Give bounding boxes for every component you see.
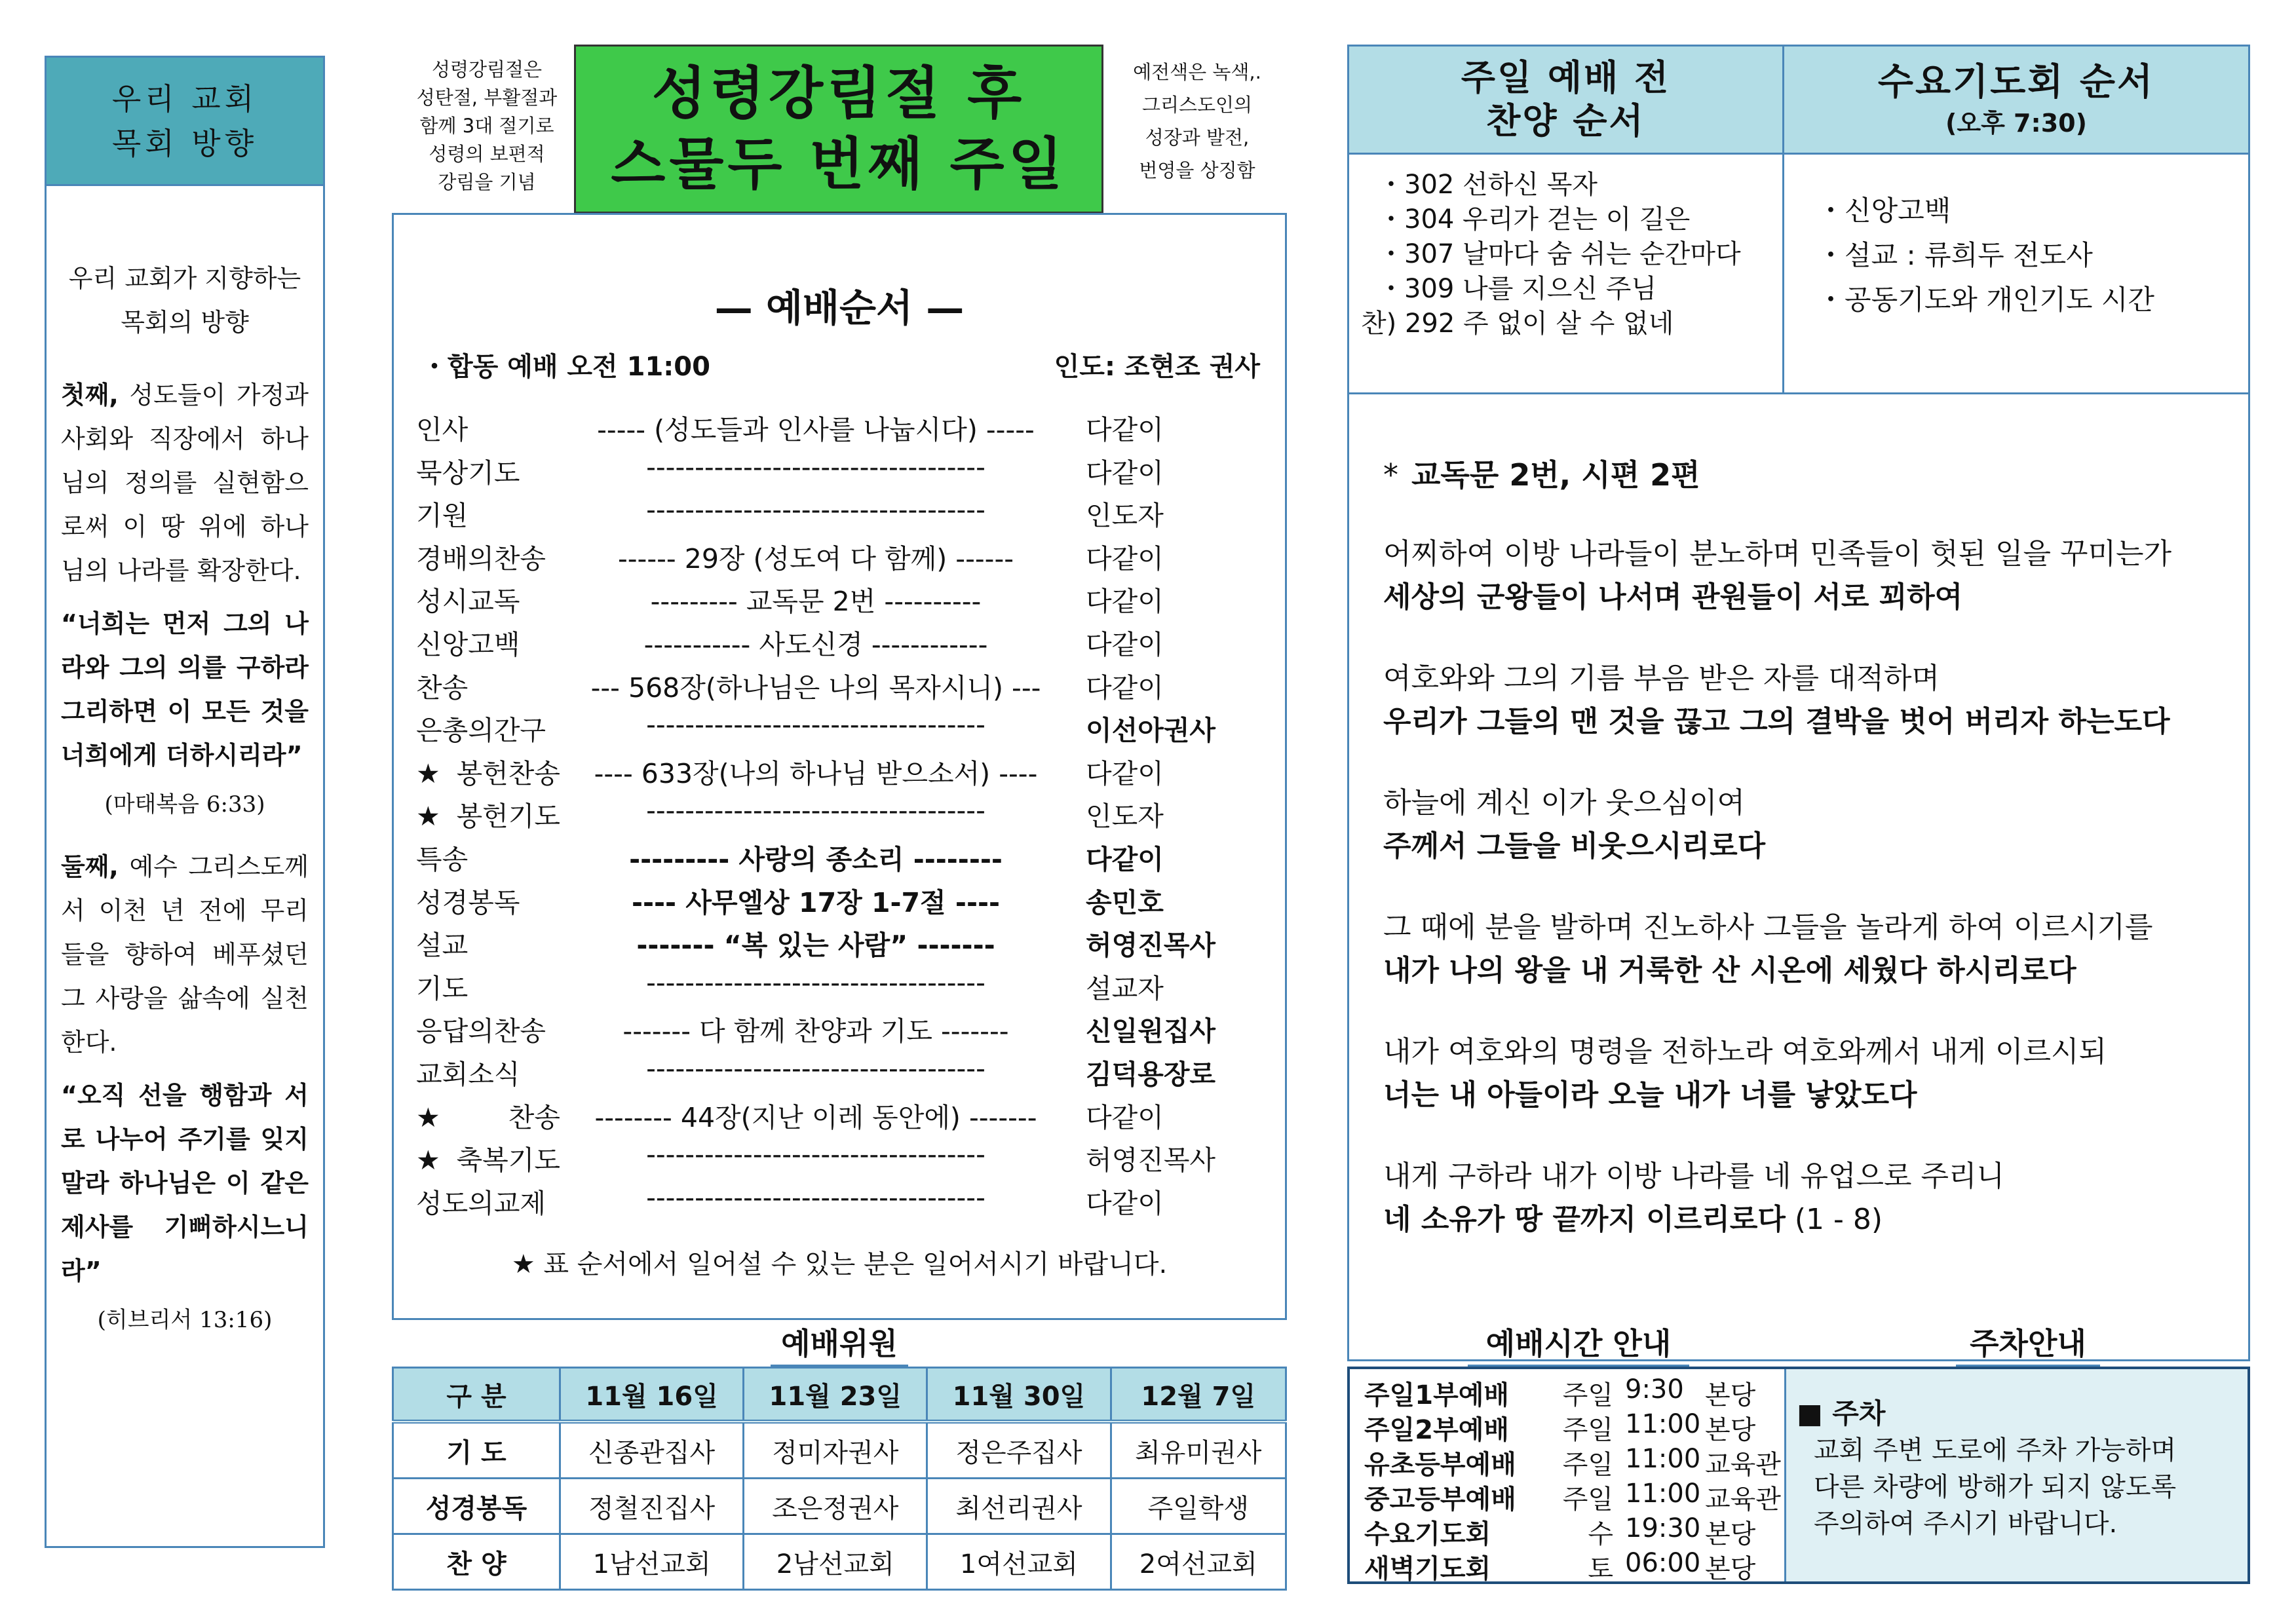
committee-header-cell: 11월 16일 <box>560 1368 744 1422</box>
order-item-name: 설교 <box>416 930 469 962</box>
order-item <box>416 623 1268 662</box>
ministry-ref-2: (히브리서 13:16) <box>97 1307 273 1333</box>
order-item-name: 기도 <box>416 972 469 1004</box>
standing-note: ★ 표 순서에서 일어설 수 있는 분은 일어서시기 바랍니다. <box>511 1249 1168 1279</box>
reading-verse-pair: 하늘에 계신 이가 웃으심이여 주께서 그들을 비웃으시리로다 <box>1383 786 1766 863</box>
ministry-point-first: 첫째, 성도들이 가정과 사회와 직장에서 하나님의 정의를 실현함으로써 이 땅 위에 하나님의 나라를 확장한다. <box>61 381 309 585</box>
order-item <box>416 494 1268 533</box>
list-item: ・307 날마다 숨 쉬는 순간마다 <box>1378 239 1741 269</box>
order-item <box>416 1010 1268 1049</box>
order-item-name: ★찬송 <box>416 1101 560 1133</box>
list-item: ・신앙고백 <box>1817 195 1951 227</box>
service-hour: 06:00 <box>1625 1548 1701 1578</box>
service-place: 교육관 <box>1705 1484 1781 1515</box>
committee-header-cell: 구 분 <box>393 1368 560 1422</box>
table-row: 성경봉독 정철진집사 조은정권사 최선리권사 주일학생 <box>393 1479 1286 1534</box>
committee-header-row <box>393 1368 1286 1422</box>
order-item-leader: 다같이 <box>1086 414 1164 445</box>
order-item-detail: ----------------------------------- <box>646 451 985 483</box>
order-item-leader: 다같이 <box>1086 629 1164 660</box>
responsive-reading <box>1383 413 2229 1241</box>
order-item-leader: 다같이 <box>1086 1187 1164 1219</box>
order-item-detail: ---- 633장(나의 하나님 받으소서) ---- <box>594 757 1038 789</box>
order-item <box>416 881 1268 920</box>
times-parking-box <box>1347 1367 2250 1584</box>
service-leader: 인도: 조현조 권사 <box>1054 352 1260 382</box>
closing-hymn: 찬) 292 주 없이 살 수 없네 <box>1361 309 1674 339</box>
order-item-leader: 송민호 <box>1086 886 1164 918</box>
order-item-leader: 인도자 <box>1086 500 1164 532</box>
committee-header-cell: 11월 30일 <box>927 1368 1111 1422</box>
order-item-leader: 인도자 <box>1086 801 1164 833</box>
order-item-name: 은총의간구 <box>416 715 546 747</box>
order-item-leader: 허영진목사 <box>1086 930 1216 962</box>
order-item-detail: ----------------------------------- <box>646 795 985 827</box>
order-item-detail: ------ 29장 (성도여 다 함께) ------ <box>617 542 1014 575</box>
table-row <box>1364 1444 1784 1479</box>
order-item-detail: ------- 다 함께 찬양과 기도 ------- <box>622 1015 1009 1048</box>
service-name: 주일2부예배 <box>1364 1415 1510 1445</box>
service-place: 본당 <box>1705 1554 1756 1584</box>
order-item-detail: ----- (성도들과 인사를 나눕시다) ----- <box>597 414 1035 445</box>
pre-service-hymns-heading: 주일 예배 전 찬양 순서 <box>1349 47 1784 155</box>
order-item <box>416 666 1268 706</box>
order-item <box>416 451 1268 491</box>
order-item-leader: 이선아권사 <box>1086 715 1216 747</box>
order-item <box>416 752 1268 791</box>
order-item-detail: --------- 사랑의 종소리 -------- <box>629 844 1003 875</box>
order-item <box>416 1053 1268 1092</box>
order-item <box>416 967 1268 1006</box>
order-item-name: 찬송 <box>416 671 469 704</box>
service-times-title: 예배시간 안내 <box>1468 1320 1689 1367</box>
liturgical-color-note: 예전색은 녹색,. 그리스도인의 성장과 발전, 번영을 상징함 <box>1133 61 1261 181</box>
reading-verse-pair: 그 때에 분을 발하며 진노하사 그들을 놀라게 하여 이르시기를 내가 나의 왕을 내 거룩한 산 시온에 세웠다 하시리로다 <box>1383 911 2153 987</box>
order-item-leader: 허영진목사 <box>1086 1144 1216 1177</box>
order-item-name: 특송 <box>416 844 469 875</box>
order-item <box>416 580 1268 619</box>
order-item-leader: 설교자 <box>1086 972 1164 1004</box>
ministry-ref-1: (마태복음 6:33) <box>104 791 265 818</box>
table-row <box>1364 1548 1784 1583</box>
order-item-detail: -------- 44장(지난 이레 동안에) ------- <box>594 1101 1037 1133</box>
order-item-detail: ----------------------------------- <box>646 966 985 998</box>
order-item-name: 묵상기도 <box>416 457 520 489</box>
service-place: 본당 <box>1705 1519 1756 1549</box>
committee-header-cell: 11월 23일 <box>744 1368 927 1422</box>
order-item-name: 성경봉독 <box>416 886 520 918</box>
service-hour: 11:00 <box>1625 1479 1701 1509</box>
order-item <box>416 408 1268 447</box>
service-place: 본당 <box>1705 1415 1756 1445</box>
list-item: ・309 나를 지으신 주님 <box>1378 274 1656 304</box>
list-item: ・302 선하신 목자 <box>1378 170 1598 200</box>
ministry-quote-1: “너희는 먼저 그의 나라와 그의 의를 구하라 그리하면 이 모든 것을 너희에게 더하시리라” <box>61 609 309 770</box>
order-heading: — 예배순서 — <box>714 286 965 330</box>
list-item: ・304 우리가 걷는 이 길은 <box>1378 204 1691 235</box>
ministry-intro: 우리 교회가 지향하는 목회의 방향 <box>68 264 301 337</box>
pentecost-note: 성령강림절은 성탄절, 부활절과 함께 3대 절기로 성령의 보편적 강림을 기념 <box>416 58 558 193</box>
order-item-detail: ----------------------------------- <box>646 1053 985 1084</box>
ministry-direction-body <box>47 186 323 1342</box>
committee-header-cell: 12월 7일 <box>1111 1368 1286 1422</box>
parking-info: ■ 주차 교회 주변 도로에 주차 가능하며 다른 차량에 방해가 되지 않도록 주의하여 주시기 바랍니다. <box>1786 1369 2248 1581</box>
order-item-detail: ---- 사무엘상 17장 1-7절 ---- <box>632 886 1000 918</box>
committee-table <box>392 1367 1287 1591</box>
order-item-detail: ----------------------------------- <box>646 1139 985 1171</box>
order-item-leader: 신일원집사 <box>1086 1015 1216 1048</box>
service-name: 수요기도회 <box>1364 1519 1491 1549</box>
order-item-leader: 다같이 <box>1086 542 1164 575</box>
reading-verse-pair: 여호와와 그의 기름 부음 받은 자를 대적하며 우리가 그들의 맨 것을 끊고 그의 결박을 벗어 버리자 하는도다 <box>1383 662 2170 738</box>
service-day: 수 <box>1588 1519 1613 1549</box>
order-item-detail: ----------------------------------- <box>646 1181 985 1213</box>
order-item <box>416 924 1268 963</box>
order-item-leader: 다같이 <box>1086 457 1164 489</box>
table-row <box>1364 1374 1784 1409</box>
order-item-detail: ----------------------------------- <box>646 494 985 526</box>
order-item-detail: --------- 교독문 2번 ---------- <box>650 586 982 618</box>
wednesday-order-list <box>1784 155 2248 394</box>
service-place: 교육관 <box>1705 1450 1781 1480</box>
order-item-leader: 다같이 <box>1086 757 1164 789</box>
service-hour: 19:30 <box>1625 1513 1701 1543</box>
order-item <box>416 1096 1268 1135</box>
service-day: 주일 <box>1562 1380 1613 1410</box>
order-item <box>416 838 1268 877</box>
order-item-name: 교회소식 <box>416 1059 520 1090</box>
order-item-leader: 다같이 <box>1086 671 1164 704</box>
table-row <box>1364 1513 1784 1548</box>
table-row <box>1364 1409 1784 1444</box>
order-item-detail: ------- “복 있는 사람” ------- <box>636 930 995 962</box>
service-hour: 11:00 <box>1625 1409 1701 1439</box>
reading-verse-pair: 어찌하여 이방 나라들이 분노하며 민족들이 헛된 일을 꾸미는가 세상의 군왕들이 나서며 관원들이 서로 꾀하여 <box>1383 537 2172 614</box>
service-day: 주일 <box>1562 1415 1613 1445</box>
order-item-name: 경배의찬송 <box>416 542 546 575</box>
committee-title: 예배위원 <box>771 1320 908 1367</box>
ministry-direction-panel <box>45 56 325 1548</box>
list-item: ・설교 : 류희두 전도사 <box>1817 239 2093 271</box>
list-item: ・공동기도와 개인기도 시간 <box>1817 284 2154 316</box>
service-hour: 9:30 <box>1625 1374 1684 1405</box>
service-hour: 11:00 <box>1625 1444 1701 1474</box>
service-info: ・합동 예배 오전 11:00 인도: 조현조 권사 <box>421 346 1260 383</box>
order-item-name: ★봉헌기도 <box>416 801 560 833</box>
wednesday-prayer-heading: 수요기도회 순서 (오후 7:30) <box>1784 47 2248 155</box>
order-item-name: 성도의교제 <box>416 1187 546 1219</box>
table-row <box>1364 1479 1784 1513</box>
order-item-name: 신앙고백 <box>416 629 520 660</box>
order-item-detail: --- 568장(하나님은 나의 목자시니) --- <box>590 671 1041 704</box>
order-item <box>416 1139 1268 1178</box>
table-row: 찬 양 1남선교회 2남선교회 1여선교회 2여선교회 <box>393 1534 1286 1590</box>
service-day: 토 <box>1588 1554 1613 1584</box>
service-place: 본당 <box>1705 1380 1756 1410</box>
service-name: 새벽기도회 <box>1364 1554 1491 1584</box>
right-panel <box>1347 45 2250 1361</box>
parking-heading: ■ 주차 <box>1797 1397 1886 1429</box>
order-item-detail: ----------------------------------- <box>646 709 985 741</box>
ministry-point-second: 둘째, 예수 그리스도께서 이천 년 전에 무리들을 향하여 베푸셨던 그 사랑을 삶속에 실천한다. <box>61 852 309 1057</box>
parking-title: 주차안내 <box>1956 1320 2100 1367</box>
order-item-name: 응답의찬송 <box>416 1015 546 1048</box>
service-name: 유초등부예배 <box>1364 1450 1516 1480</box>
order-of-service <box>392 213 1287 1320</box>
order-item-leader: 다같이 <box>1086 1101 1164 1133</box>
order-item-name: 기원 <box>416 500 469 532</box>
service-name: 중고등부예배 <box>1364 1484 1516 1515</box>
ministry-quote-2: “오직 선을 행함과 서로 나누어 주기를 잊지 말라 하나님은 이 같은 제사를 기뻐하시느니라” <box>61 1081 309 1285</box>
order-item <box>416 537 1268 576</box>
order-item-name: 성시교독 <box>416 586 520 618</box>
service-times-list <box>1350 1369 1786 1584</box>
page-title: 성령강림절 후 스물두 번째 주일 <box>574 45 1103 214</box>
reading-reference: * 교독문 2번, 시편 2편 <box>1383 457 1700 493</box>
ministry-direction-heading: 우리 교회 목회 방향 <box>47 58 323 186</box>
reading-verse-pair: 내가 여호와의 명령을 전하노라 여호와께서 내게 이르시되 너는 내 아들이라 오늘 내가 너를 낳았도다 <box>1383 1035 2107 1112</box>
order-item <box>416 709 1268 748</box>
pre-service-hymn-list <box>1349 155 1784 394</box>
reading-verse-pair: 내게 구하라 내가 이방 나라를 네 유업으로 주리니 네 소유가 땅 끝까지 이르리로다 (1 - 8) <box>1383 1160 2004 1236</box>
service-day: 주일 <box>1562 1450 1613 1480</box>
order-item-detail: ----------- 사도신경 ------------ <box>643 629 988 660</box>
order-item-leader: 다같이 <box>1086 844 1164 875</box>
order-item <box>416 795 1268 834</box>
service-day: 주일 <box>1562 1484 1613 1515</box>
table-row: 기 도 신종관집사 정미자권사 정은주집사 최유미권사 <box>393 1422 1286 1479</box>
service-name: 주일1부예배 <box>1364 1380 1510 1410</box>
order-item-leader: 김덕용장로 <box>1086 1059 1216 1090</box>
order-item-name: ★봉헌찬송 <box>416 757 560 789</box>
order-item <box>416 1182 1268 1221</box>
order-item-name: 인사 <box>416 414 469 445</box>
order-item-name: ★축복기도 <box>416 1144 560 1177</box>
order-item-leader: 다같이 <box>1086 586 1164 618</box>
